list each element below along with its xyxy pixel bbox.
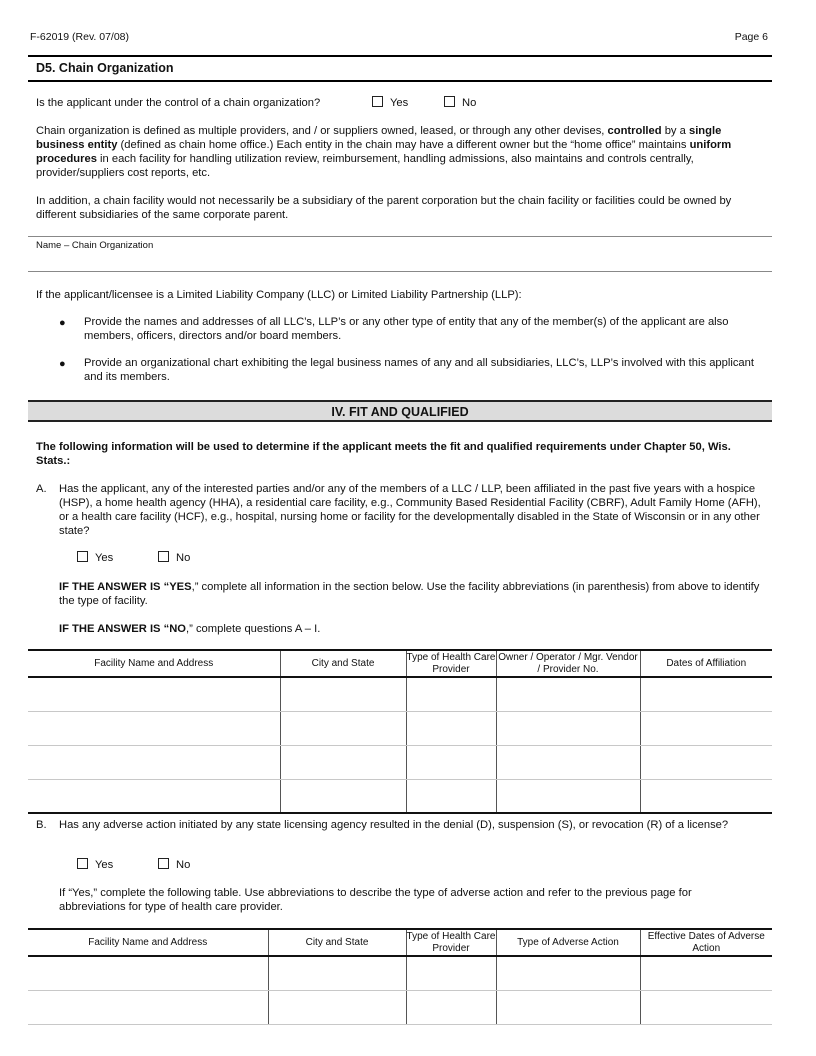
question-b-letter: B. — [36, 819, 47, 831]
table-cell[interactable] — [406, 677, 496, 711]
adverse-action-table — [28, 928, 772, 1025]
fit-section-title: IV. FIT AND QUALIFIED — [331, 405, 469, 419]
chain-name-field[interactable] — [28, 252, 772, 270]
question-b-instructions: If “Yes,” complete the following table. Use abbreviations to describe the type of adverse action and refer to the previous page for abbreviations for type of health care provider. — [59, 887, 692, 913]
qa-no-label: No — [176, 552, 191, 564]
table-cell[interactable] — [640, 711, 772, 745]
table-cell[interactable] — [28, 990, 268, 1024]
chain-yes-checkbox[interactable] — [372, 96, 383, 107]
table-cell[interactable] — [28, 956, 268, 990]
chain-yes-label: Yes — [390, 97, 409, 109]
table-cell[interactable] — [28, 745, 280, 779]
qb-yes-option[interactable] — [77, 858, 113, 872]
affiliation-table-header — [28, 650, 772, 677]
page-number: Page 6 — [734, 31, 768, 43]
chain-no-checkbox[interactable] — [444, 96, 455, 107]
chain-question: Is the applicant under the control of a chain organization? — [36, 97, 321, 109]
table-cell[interactable] — [496, 956, 640, 990]
table-row — [28, 711, 772, 745]
name-field-top-rule — [28, 236, 772, 237]
question-b-text: Has any adverse action initiated by any state licensing agency resulted in the denial (D), suspension (S), or revocation (R) of a license? — [59, 819, 729, 831]
d5-title: D5. Chain Organization — [36, 61, 174, 75]
name-field-bottom-rule — [28, 271, 772, 272]
table-row — [28, 779, 772, 813]
table-row — [28, 956, 772, 990]
chain-yes-option[interactable] — [372, 96, 408, 110]
table-cell[interactable] — [406, 956, 496, 990]
col-effective-dates: Effective Dates of Adverse Action — [640, 929, 772, 956]
question-a-letter: A. — [36, 483, 47, 495]
bullet-2-marker: ● — [59, 358, 66, 370]
table-row — [28, 990, 772, 1024]
qa-no-checkbox[interactable] — [158, 551, 169, 562]
table-cell[interactable] — [640, 677, 772, 711]
fit-section-band — [28, 400, 772, 422]
col-dates-affiliation: Dates of Affiliation — [640, 650, 772, 677]
chain-addition-text: In addition, a chain facility would not necessarily be a subsidiary of the parent corporation but the chain facility or facilities could be owned by different subsidiaries of the same corporate parent. — [36, 195, 732, 221]
bullet-1-text: Provide the names and addresses of all LLC’s, LLP’s or any other type of entity that any of the member(s) of the applicant are also members, officers, directors and/or board members. — [84, 316, 729, 342]
if-no-instructions: IF THE ANSWER IS “NO,” complete questions A – I. — [59, 623, 321, 635]
qb-no-checkbox[interactable] — [158, 858, 169, 869]
affiliation-table — [28, 649, 772, 814]
qa-no-option[interactable] — [158, 551, 190, 565]
table-cell[interactable] — [496, 990, 640, 1024]
table-cell[interactable] — [406, 779, 496, 813]
fit-intro: The following information will be used to determine if the applicant meets the fit and qualified requirements under Chapter 50, Wis. Stats.: — [36, 441, 731, 467]
question-a-text: Has the applicant, any of the interested parties and/or any of the members of a LLC / LLP, been affiliated in the past five years with a hospice (HSP), a home health agency (HHA), a residential care facility, e.g., Community Based Residential Facility (CBRF), Adult Family Home (AFH), or a health care facility (HCF), e.g., hospital, nursing home or facility for the developmentally disabled in the State of Wisconsin or in any other state? — [59, 483, 761, 537]
table-cell[interactable] — [28, 711, 280, 745]
chain-no-label: No — [462, 97, 477, 109]
table-cell[interactable] — [640, 779, 772, 813]
chain-name-label: Name – Chain Organization — [36, 240, 154, 251]
col-facility-name: Facility Name and Address — [28, 929, 268, 956]
bullet-1-marker: ● — [59, 317, 66, 329]
table-cell[interactable] — [268, 956, 406, 990]
d5-title-rule — [28, 80, 772, 82]
col-provider-type: Type of Health Care Provider — [406, 650, 496, 677]
col-facility-name: Facility Name and Address — [28, 650, 280, 677]
bullet-2-text: Provide an organizational chart exhibiting the legal business names of any and all subsidiaries, LLC’s, LLP’s involved with this applicant and its members. — [84, 357, 754, 383]
col-city-state: City and State — [280, 650, 406, 677]
form-id: F-62019 (Rev. 07/08) — [30, 31, 130, 43]
table-cell[interactable] — [496, 745, 640, 779]
chain-definition: Chain organization is defined as multiple providers, and / or suppliers owned, leased, or through any other devises, controlled by a single business entity (defined as chain home office.) Each entity in the chain may have a different owner but the “home office” maintains uniform procedures in each facility for handling utilization review, reimbursement, handling admissions, also maintains and controls centrally, provider/suppliers cost reports, etc. — [36, 125, 732, 179]
col-provider-type: Type of Health Care Provider — [406, 929, 496, 956]
table-cell[interactable] — [496, 779, 640, 813]
adverse-table-header — [28, 929, 772, 956]
qb-yes-checkbox[interactable] — [77, 858, 88, 869]
qa-yes-checkbox[interactable] — [77, 551, 88, 562]
d5-top-rule — [28, 55, 772, 57]
col-city-state: City and State — [268, 929, 406, 956]
llc-intro: If the applicant/licensee is a Limited Liability Company (LLC) or Limited Liability Partnership (LLP): — [36, 289, 522, 301]
table-cell[interactable] — [640, 956, 772, 990]
table-cell[interactable] — [496, 677, 640, 711]
table-cell[interactable] — [496, 711, 640, 745]
qb-no-option[interactable] — [158, 858, 190, 872]
if-yes-instructions: IF THE ANSWER IS “YES,” complete all information in the section below. Use the facility abbreviations (in parenthesis) from above to identify the type of facility. — [59, 581, 760, 607]
table-row — [28, 677, 772, 711]
qb-yes-label: Yes — [95, 859, 114, 871]
table-cell[interactable] — [280, 677, 406, 711]
table-cell[interactable] — [280, 711, 406, 745]
table-cell[interactable] — [406, 990, 496, 1024]
table-cell[interactable] — [28, 677, 280, 711]
table-cell[interactable] — [406, 711, 496, 745]
qa-yes-option[interactable] — [77, 551, 113, 565]
qa-yes-label: Yes — [95, 552, 114, 564]
table-cell[interactable] — [280, 745, 406, 779]
chain-no-option[interactable] — [444, 96, 476, 110]
table-cell[interactable] — [640, 745, 772, 779]
table-cell[interactable] — [280, 779, 406, 813]
table-cell[interactable] — [28, 779, 280, 813]
table-cell[interactable] — [640, 990, 772, 1024]
col-owner-operator: Owner / Operator / Mgr. Vendor / Provider No. — [496, 650, 640, 677]
table-row — [28, 745, 772, 779]
table-cell[interactable] — [406, 745, 496, 779]
col-adverse-type: Type of Adverse Action — [496, 929, 640, 956]
table-cell[interactable] — [268, 990, 406, 1024]
qb-no-label: No — [176, 859, 191, 871]
